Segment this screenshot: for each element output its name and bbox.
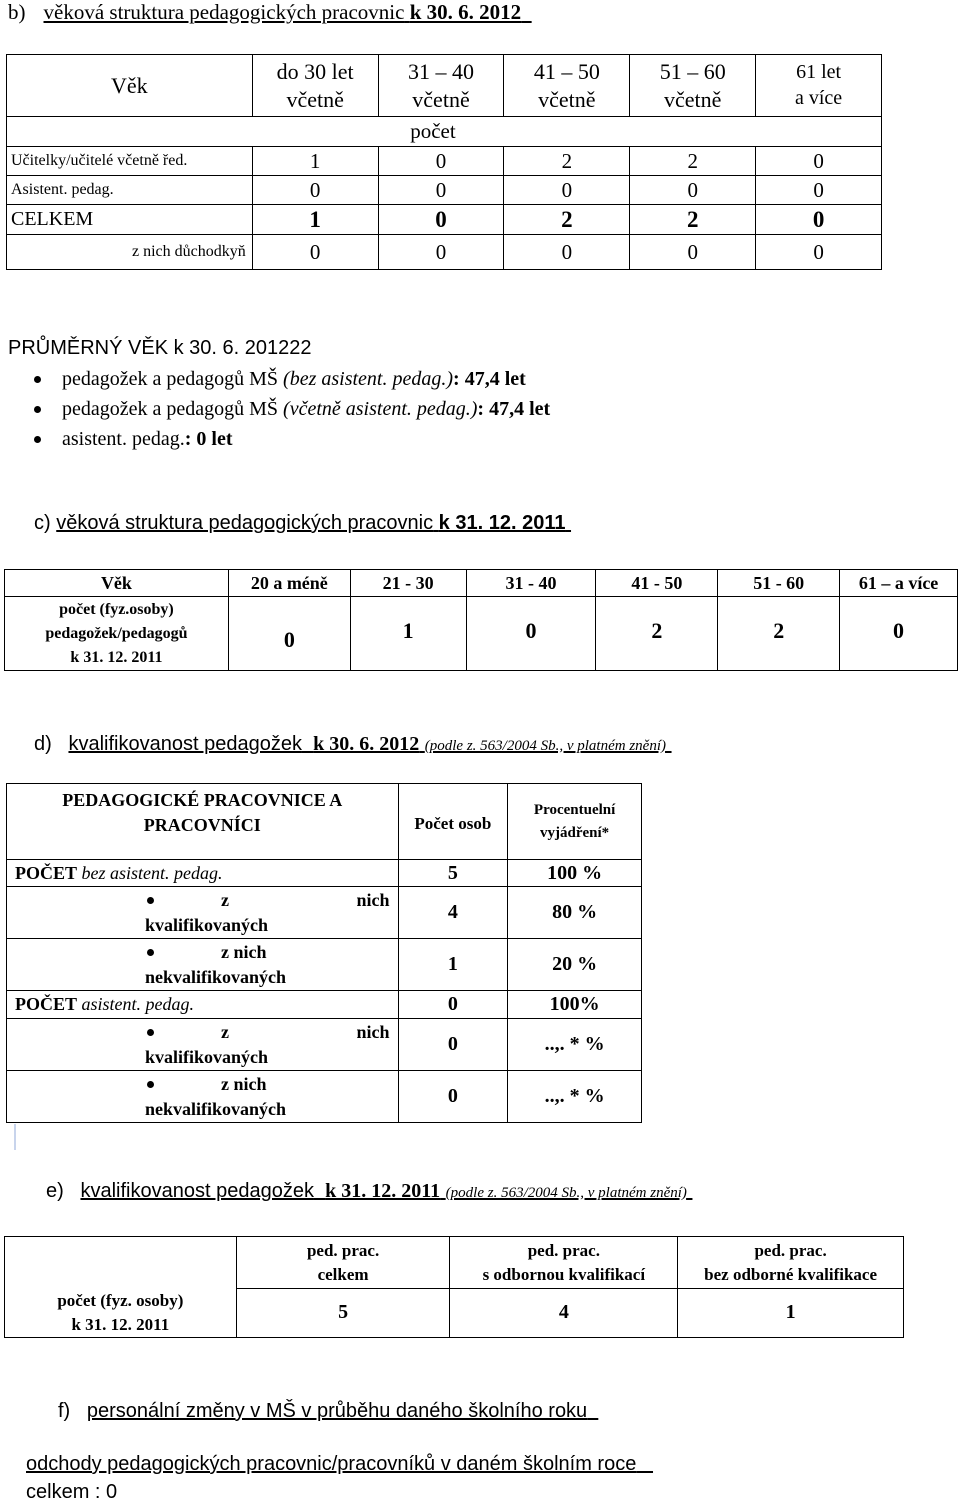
cell: 0 <box>504 176 630 205</box>
list-item <box>0 394 900 424</box>
header-cell: Věk <box>5 570 229 597</box>
section-b-date: k 30. 6. 2012 <box>409 0 522 24</box>
section-d-title-text: kvalifikovanost pedagožek <box>68 733 302 755</box>
list-item <box>0 364 900 394</box>
header-cell: 61 – a více <box>840 570 958 597</box>
row-label-bold: POČET <box>15 862 78 883</box>
departures-total: celkem : 0 <box>26 1481 118 1503</box>
section-b-title-text: věková struktura pedagogických pracovnic <box>43 0 405 24</box>
item-text: pedagožek a pedagogů MŠ <box>62 368 279 390</box>
row-label-line-1: počet (fyz. osoby) <box>57 1290 184 1310</box>
section-d-date: k 30. 6. 2012 <box>313 733 420 755</box>
row-label <box>7 887 399 939</box>
header-empty <box>5 1237 237 1289</box>
cell: ..,. * % <box>508 1019 642 1071</box>
header-cell: 31 - 40 <box>466 570 596 597</box>
table-b-col-3 <box>504 55 630 117</box>
header-main <box>7 784 399 860</box>
section-e-heading <box>46 1180 692 1203</box>
col-2-line-1: 31 – 40 <box>408 58 474 84</box>
cell: 0 <box>756 235 882 270</box>
cell: 0 <box>378 205 504 235</box>
col-3-line-1: 41 – 50 <box>533 58 600 84</box>
cell: 2 <box>504 205 630 235</box>
section-b-title <box>44 0 532 24</box>
row-label-line-2: kvalifikovaných <box>145 1046 269 1067</box>
header-line-1: ped. prac. <box>754 1240 827 1260</box>
item-text: asistent. pedag. <box>62 428 185 450</box>
table-b-col-5 <box>756 55 882 117</box>
cell: ..,. * % <box>508 1071 642 1123</box>
header-line-1: ped. prac. <box>527 1240 600 1260</box>
header-main-line-1: PEDAGOGICKÉ PRACOVNICE A <box>62 790 343 810</box>
row-label <box>7 939 399 991</box>
average-age-list <box>0 364 900 454</box>
table-row <box>7 147 882 176</box>
table-row-total <box>7 205 882 235</box>
section-d-prefix: d) <box>34 733 52 755</box>
row-label <box>7 1019 399 1071</box>
age-structure-table-b <box>6 54 882 270</box>
row-label <box>7 991 399 1019</box>
item-text: pedagožek a pedagogů MŠ <box>62 398 279 420</box>
table-b-col-2 <box>378 55 504 117</box>
section-e-note: (podle z. 563/2004 Sb., v platném znění) <box>445 1185 687 1201</box>
table-b-age-header: Věk <box>7 55 253 117</box>
header-line-2: celkem <box>317 1264 369 1284</box>
cell: 4 <box>450 1289 678 1338</box>
cell: 2 <box>718 597 840 671</box>
table-row <box>7 1071 642 1123</box>
section-c-date: k 31. 12. 2011 <box>438 512 566 534</box>
section-d-title <box>68 733 671 755</box>
section-c-title <box>56 512 571 534</box>
cell: 20 % <box>508 939 642 991</box>
cell: 100% <box>508 991 642 1019</box>
sub-word-2: nich <box>356 889 390 910</box>
row-label-line-2: k 31. 12. 2011 <box>71 1314 170 1334</box>
row-label: Učitelky/učitelé včetně řed. <box>7 147 253 176</box>
cell: 2 <box>504 147 630 176</box>
section-d-note: (podle z. 563/2004 Sb., v platném znění) <box>424 738 666 754</box>
cell: 0 <box>504 235 630 270</box>
header-main-line-2: PRACOVNÍCI <box>143 815 261 835</box>
bullet-icon <box>147 949 154 956</box>
col-4-line-1: 51 – 60 <box>659 58 726 84</box>
row-label <box>5 1289 237 1338</box>
item-value: : 47,4 let <box>477 398 551 420</box>
cell: 100 % <box>508 860 642 887</box>
header-percent-line-2: vyjádření* <box>540 824 610 841</box>
cell: 0 <box>228 597 350 671</box>
cell: 0 <box>756 176 882 205</box>
departures-title-text: odchody pedagogických pracovnic/pracovníků v daném školním roce <box>26 1453 637 1475</box>
sub-word-1: z <box>221 889 229 910</box>
table-b-count-label: počet <box>252 117 881 147</box>
row-label <box>7 860 399 887</box>
row-label-bold: POČET <box>15 994 78 1014</box>
cell: 0 <box>378 147 504 176</box>
row-label-line-1: z nich <box>221 1073 267 1094</box>
age-structure-table-c <box>4 569 958 671</box>
bullet-icon <box>147 897 154 904</box>
table-b-col-4 <box>630 55 756 117</box>
row-label-line-2: pedagožek/pedagogů <box>45 624 188 642</box>
cell: 80 % <box>508 887 642 939</box>
header-cell: 21 - 30 <box>350 570 466 597</box>
header-line-2: bez odborné kvalifikace <box>704 1264 878 1284</box>
section-f-title <box>87 1400 598 1422</box>
section-e-prefix: e) <box>46 1180 64 1202</box>
qualification-table-d <box>6 783 642 1123</box>
row-label: z nich důchodkyň <box>7 235 253 270</box>
item-value: : 47,4 let <box>453 368 526 390</box>
section-c-heading <box>34 512 571 535</box>
cell: 5 <box>398 860 508 887</box>
col-1-line-1: do 30 let <box>276 58 354 84</box>
section-f-heading <box>58 1400 598 1423</box>
cell: 2 <box>630 205 756 235</box>
section-c-prefix: c) <box>34 512 51 534</box>
cell: 0 <box>252 235 378 270</box>
table-b-count-row <box>7 117 882 147</box>
row-label-line-2: nekvalifikovaných <box>145 966 287 987</box>
item-note: (bez asistent. pedag.) <box>283 368 454 390</box>
cell: 0 <box>398 1019 508 1071</box>
section-b-heading <box>8 0 532 25</box>
header-percent-line-1: Procentuelní <box>533 801 616 818</box>
bullet-icon <box>147 1081 154 1088</box>
cell: 0 <box>840 597 958 671</box>
col-5-line-1: 61 let <box>796 61 842 83</box>
row-label <box>5 597 229 671</box>
header-percent <box>508 784 642 860</box>
cell: 1 <box>398 939 508 991</box>
table-row <box>5 597 958 671</box>
table-b-col-1 <box>252 55 378 117</box>
table-row <box>7 235 882 270</box>
cell: 0 <box>398 1071 508 1123</box>
row-label-line-2: kvalifikovaných <box>145 914 269 935</box>
header-line-1: ped. prac. <box>306 1240 380 1260</box>
item-note: (včetně asistent. pedag.) <box>283 398 478 420</box>
row-label-line-1 <box>145 1020 398 1045</box>
col-4-line-2: včetně <box>664 86 722 112</box>
qualification-table-e <box>4 1236 904 1338</box>
row-label <box>7 1071 399 1123</box>
section-f-title-text: personální změny v MŠ v průběhu daného školního roku <box>86 1400 588 1422</box>
row-label-rest: asistent. pedag. <box>77 994 195 1014</box>
table-row <box>7 1019 642 1071</box>
cell: 1 <box>350 597 466 671</box>
cell: 0 <box>378 176 504 205</box>
table-d-header-row <box>7 784 642 860</box>
header-cell: 51 - 60 <box>718 570 840 597</box>
col-5-line-2: a více <box>794 87 843 109</box>
col-1-line-2: včetně <box>286 86 344 112</box>
cell: 0 <box>398 991 508 1019</box>
cell: 2 <box>596 597 718 671</box>
cell: 0 <box>466 597 596 671</box>
cell: 1 <box>252 147 378 176</box>
row-label-line-2: nekvalifikovaných <box>145 1098 287 1119</box>
header-cell: 41 - 50 <box>596 570 718 597</box>
table-row <box>5 1289 904 1338</box>
row-label-line-3: k 31. 12. 2011 <box>70 648 163 666</box>
table-row <box>7 939 642 991</box>
cell: 0 <box>630 176 756 205</box>
average-age-title: PRŮMĚRNÝ VĚK k 30. 6. 201222 <box>8 337 312 359</box>
departures-title <box>26 1453 653 1476</box>
row-label: Asistent. pedag. <box>7 176 253 205</box>
row-label-line-1: z nich <box>221 941 267 962</box>
sub-word-2: nich <box>356 1021 390 1042</box>
item-value: : 0 let <box>184 428 233 450</box>
header-line-2: s odbornou kvalifikací <box>482 1264 646 1284</box>
cell: 0 <box>630 235 756 270</box>
cell: 5 <box>236 1289 450 1338</box>
section-e-title-text: kvalifikovanost pedagožek <box>80 1180 314 1202</box>
sub-word-1: z <box>221 1021 229 1042</box>
section-f-prefix: f) <box>58 1400 71 1422</box>
header-count: Počet osob <box>398 784 508 860</box>
cell: 1 <box>678 1289 904 1338</box>
cell: 0 <box>378 235 504 270</box>
table-b-header-row <box>7 55 882 117</box>
section-c-title-text: věková struktura pedagogických pracovnic <box>56 512 434 534</box>
row-label: CELKEM <box>7 205 253 235</box>
section-d-heading <box>34 733 672 756</box>
list-item <box>0 424 900 454</box>
table-row <box>7 887 642 939</box>
header-cell: 20 a méně <box>228 570 350 597</box>
bullet-icon <box>147 1029 154 1036</box>
row-label-line-1: počet (fyz.osoby) <box>59 600 174 618</box>
section-e-date: k 31. 12. 2011 <box>325 1180 441 1202</box>
table-e-header-row <box>5 1237 904 1289</box>
table-b-count-empty <box>7 117 253 147</box>
cell: 2 <box>630 147 756 176</box>
text-cursor-mark <box>14 1124 16 1150</box>
header-cell <box>678 1237 904 1289</box>
cell: 4 <box>398 887 508 939</box>
table-row <box>7 991 642 1019</box>
cell: 0 <box>756 147 882 176</box>
table-c-header-row <box>5 570 958 597</box>
row-label-line-1 <box>145 888 398 913</box>
cell: 1 <box>252 205 378 235</box>
header-cell <box>236 1237 450 1289</box>
table-row <box>7 860 642 887</box>
col-3-line-2: včetně <box>538 86 596 112</box>
cell: 0 <box>252 176 378 205</box>
col-2-line-2: včetně <box>412 86 470 112</box>
section-b-prefix: b) <box>8 0 26 24</box>
table-row <box>7 176 882 205</box>
header-cell <box>450 1237 678 1289</box>
section-e-title <box>80 1180 692 1202</box>
cell: 0 <box>756 205 882 235</box>
row-label-rest: bez asistent. pedag. <box>77 862 223 883</box>
